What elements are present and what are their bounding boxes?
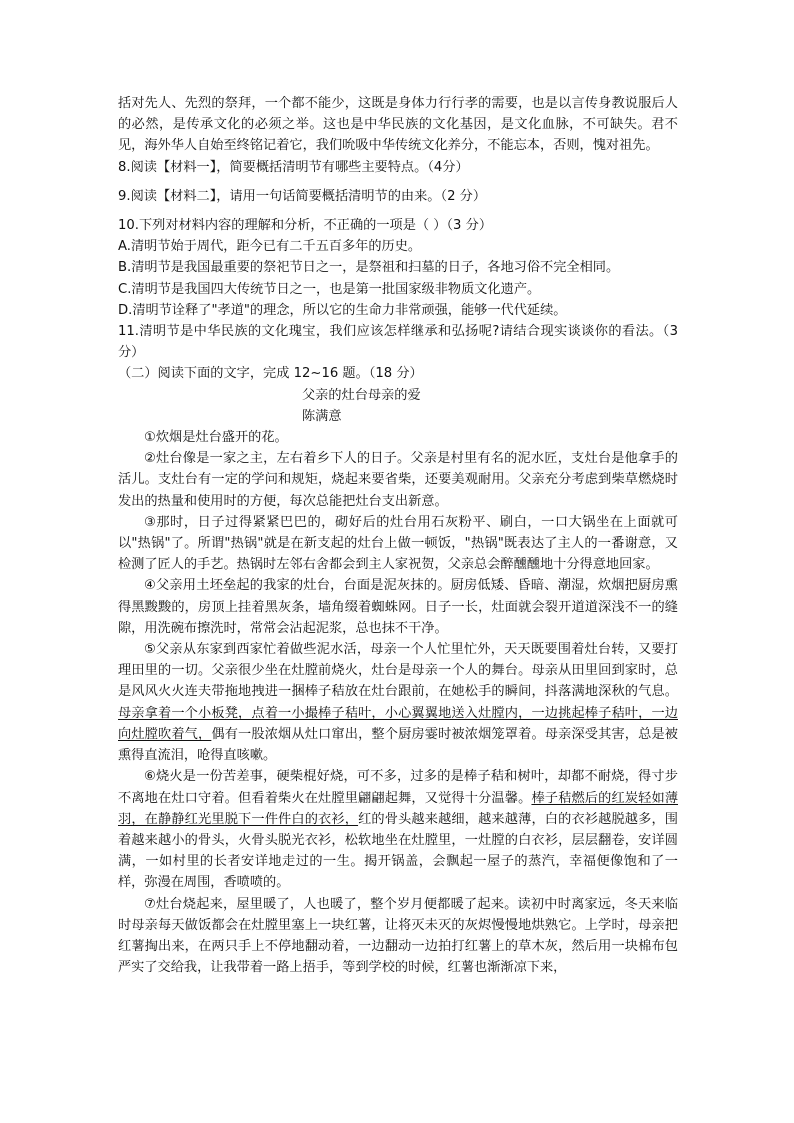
paragraph-5-text-a: ⑤父亲从东家到西家忙着做些泥水活，母亲一个人忙里忙外，天天既要围着灶台转，又要打理田里的一切。父亲很少坐在灶膛前烧火，灶台是母亲一个人的舞台。母亲从田里回到家时，总是风风火火连夫带拖地拽进一捆棒子秸放在灶台跟前，在她松手的瞬间，抖落满地深秋的气息。 xyxy=(118,642,678,700)
question-10-stem: 10.下列对材料内容的理解和分析，不正确的一项是（ ）（3 分） xyxy=(118,218,493,234)
question-9: 9.阅读【材料二】，请用一句话简要概括清明节的由来。（2 分） xyxy=(118,188,487,204)
paragraph-1: ①炊烟是灶台盛开的花。 xyxy=(144,430,288,446)
paragraph-6-underlined: 棒子秸燃后的红炭轻如薄羽，在静静红光里脱下一件件白的衣衫， xyxy=(118,790,679,827)
paragraph-4: ④父亲用土坯垒起的我家的灶台，台面是泥灰抹的。厨房低矮、昏暗、潮湿，炊烟把厨房熏得黑黢黢的，房顶上挂着黑灰条，墙角缀着蜘蛛网。日子一长，灶面就会裂开道道深浅不一的缝隙，用洗碗布擦洗时，常常会沾起泥浆，总也抹不干净。 xyxy=(118,578,678,636)
question-8: 8.阅读【材料一】，简要概括清明节有哪些主要特点。（4分） xyxy=(118,159,469,175)
paragraph-6-text-a: ⑥烧火是一份苦差事，硬柴棍好烧，可不多，过多的是棒子秸和树叶，却都不耐烧，得寸步不离地在灶口守着。但看着柴火在灶膛里翩翩起舞，又觉得十分温馨。 xyxy=(118,769,678,806)
paragraph-3: ③那时，日子过得紧紧巴巴的，砌好后的灶台用石灰粉平、刷白，一口大锅坐在上面就可以"热锅"了。所谓"热锅"就是在新支起的灶台上做一顿饭，"热锅"既表达了主人的一番谢意，又检测了匠人的手艺。热锅时左邻右舍都会到主人家祝贺，父亲总会醉醺醺地十分得意地回家。 xyxy=(118,514,678,573)
question-10-option-a: A.清明节始于周代，距今已有二千五百多年的历史。 xyxy=(118,239,422,255)
material-tail: 括对先人、先烈的祭拜，一个都不能少，这既是身体力行行孝的需要，也是以言传身教说服后人的必然，是传承文化的必须之举。这也是中华民族的文化基因，是文化血脉，不可缺失。君不见，海外华人自始至终铭记着它，我们吮吸中华传统文化养分，不能忘本，否则，愧对祖先。 xyxy=(118,96,678,154)
paragraph-2: ②灶台像是一家之主，左右着乡下人的日子。父亲是村里有名的泥水匠，支灶台是他拿手的活儿。支灶台有一定的学问和规矩，烧起来要省柴，还要美观耐用。父亲充分考虑到柴草燃烧时发出的热量和使用时的方便，每次总能把灶台支出新意。 xyxy=(118,451,678,509)
paragraph-7: ⑦灶台烧起来，屋里暖了，人也暖了，整个岁月便都暖了起来。读初中时离家远，冬天来临时母亲每天做饭都会在灶膛里塞上一块红薯，让将灭未灭的灰烬慢慢地烘熟它。上学时，母亲把红薯掏出来，在两只手上不停地翻动着，一边翻动一边拍打红薯上的草木灰，然后用一块棉布包严实了交给我，让我带着一路上捂手，等到学校的时候，红薯也渐渐凉下来， xyxy=(118,896,678,976)
article-title: 父亲的灶台母亲的爱 xyxy=(302,387,421,403)
question-10-option-b: B.清明节是我国最重要的祭祀节日之一，是祭祖和扫墓的日子，各地习俗不完全相同。 xyxy=(118,260,620,276)
paragraph-6-text-b: 红的骨头越来越细，越来越薄，白的衣衫越脱越多，围着越来越小的骨头，火骨头脱光衣衫，松软地坐在灶膛里，一灶膛的白衣衫，层层翻卷，安详圆满，一如村里的长者安详地走过的一生。揭开锅盖，会飘起一屋子的蒸汽，幸福便像饱和了一样，弥漫在周围，香喷喷的。 xyxy=(118,811,678,891)
question-10-option-d: D.清明节诠释了"孝道"的理念，所以它的生命力非常顽强，能够一代代延续。 xyxy=(118,302,567,318)
section-heading: （二）阅读下面的文字，完成 12~16 题。（18 分） xyxy=(118,366,423,382)
paragraph-5 xyxy=(118,639,678,766)
exam-page xyxy=(118,93,678,978)
article-author: 陈满意 xyxy=(302,408,342,424)
question-11: 11.清明节是中华民族的文化瑰宝，我们应该怎样继承和弘扬呢?请结合现实谈谈你的看法。（3 分） xyxy=(118,324,678,361)
paragraph-5-underlined: 母亲拿着一个小板凳，点着一小撮棒子秸叶，小心翼翼地送入灶膛内，一边挑起棒子秸叶，一边向灶膛吹着气， xyxy=(118,705,678,742)
paragraph-5-text-b: 偶有一股浓烟从灶口窜出，整个厨房霎时被浓烟笼罩着。母亲深受其害，总是被熏得直流泪，呛得直咳嗽。 xyxy=(118,726,678,764)
paragraph-6 xyxy=(118,766,678,893)
question-10-option-c: C.清明节是我国四大传统节日之一，也是第一批国家级非物质文化遗产。 xyxy=(118,281,541,297)
